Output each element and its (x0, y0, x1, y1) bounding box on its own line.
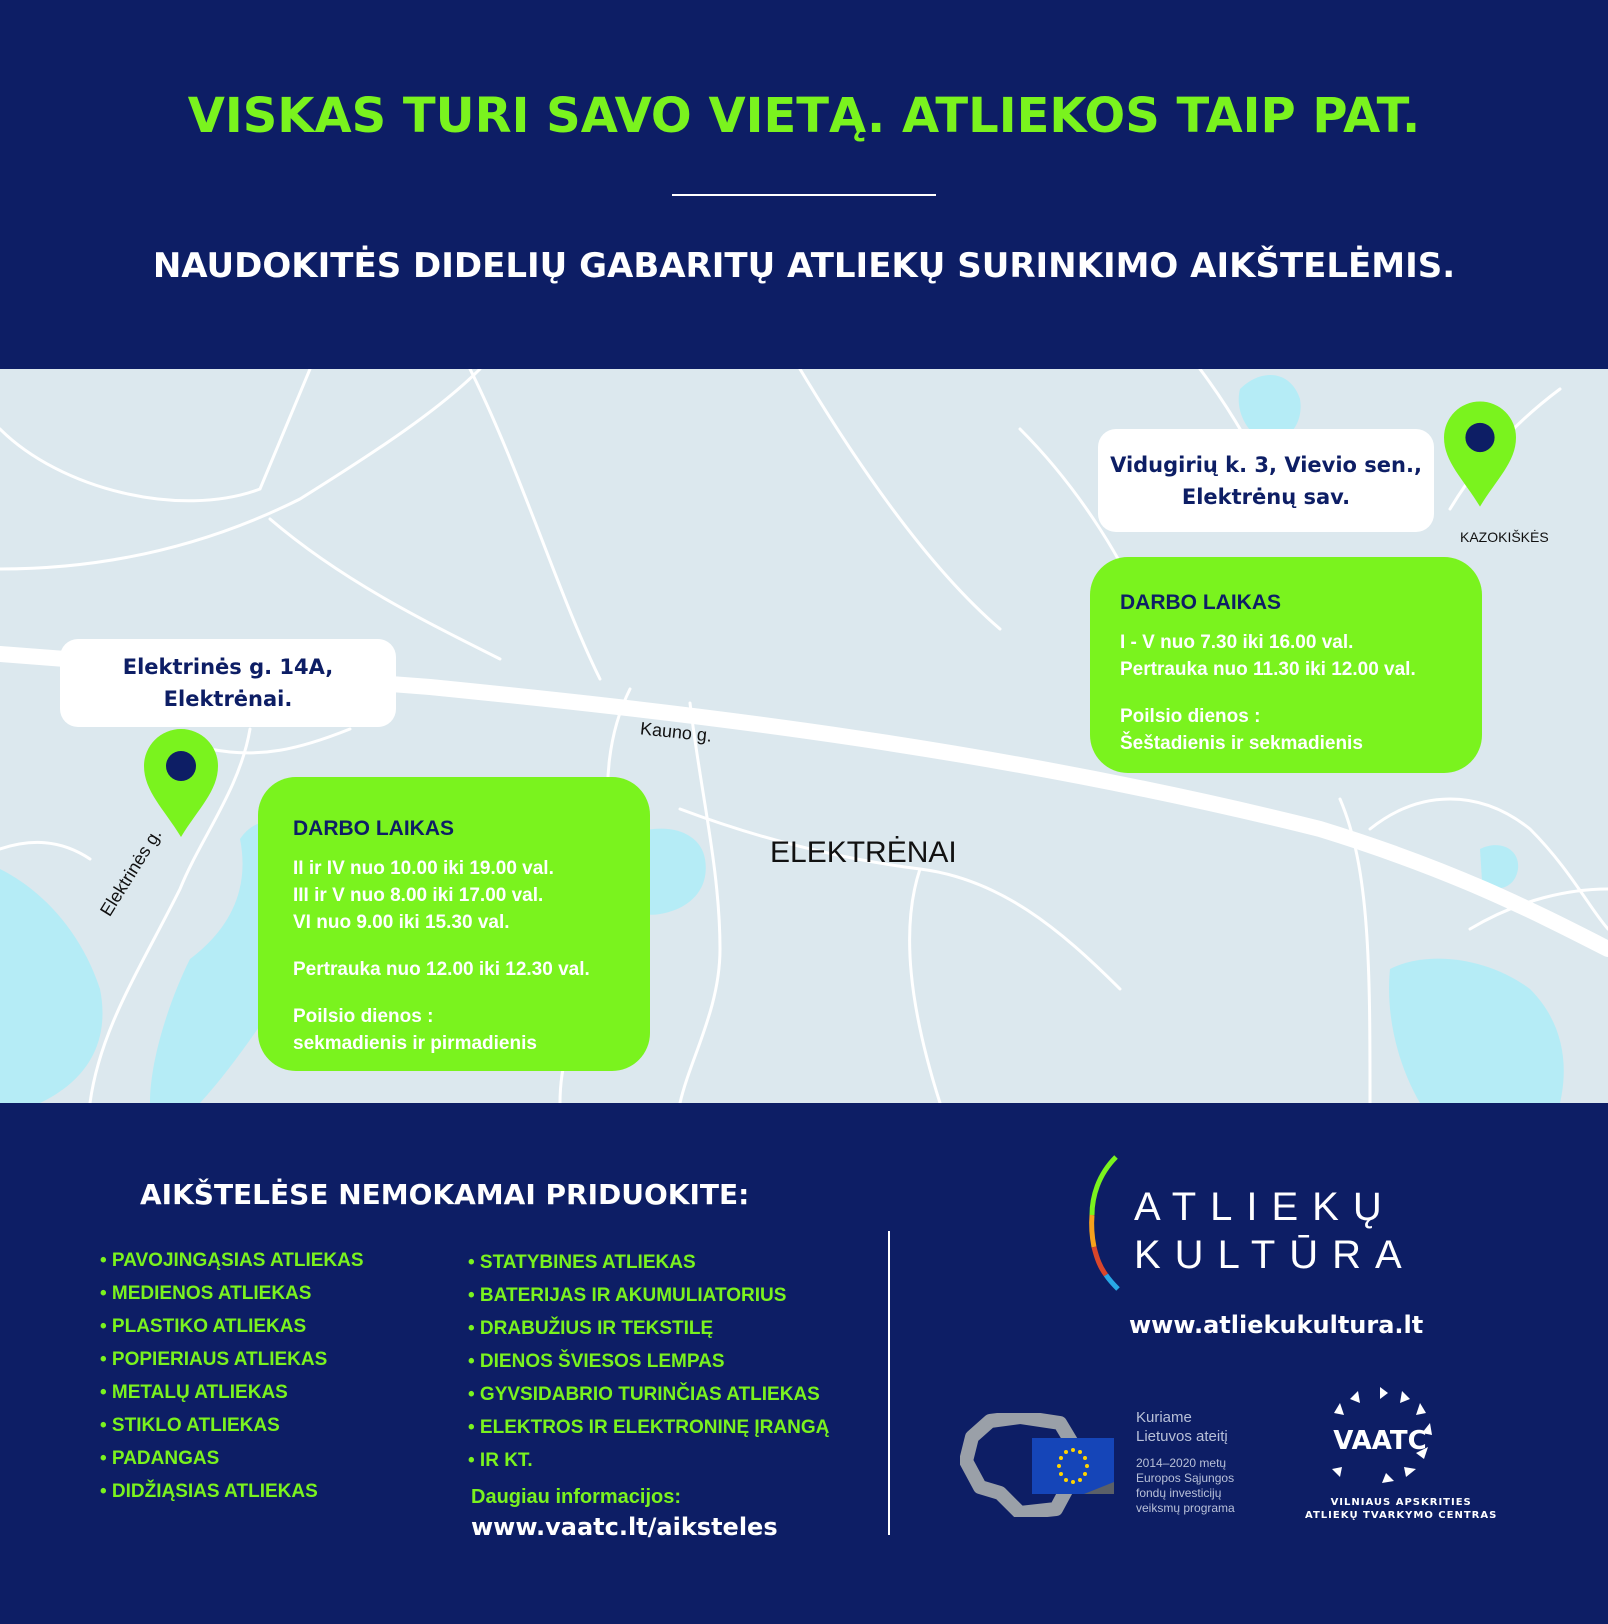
list-item: • PADANGAS (100, 1448, 220, 1469)
eu-funding-text (1136, 1408, 1235, 1516)
accepted-waste-list-2 (468, 1246, 829, 1477)
eu-line1: Kuriame (1136, 1409, 1192, 1426)
eu-small-line: fondų investicijų (1136, 1486, 1222, 1500)
brand-line2: KULTŪRA (1134, 1233, 1416, 1277)
town-label: ELEKTRĖNAI (770, 836, 957, 869)
list-item: • PAVOJINGĄSIAS ATLIEKAS (100, 1250, 364, 1271)
elektrines-street-label: Elektrinės g. (96, 825, 166, 920)
vaatc-full-line1: VILNIAUS APSKRITIES (1330, 1497, 1472, 1508)
eu-line2: Lietuvos ateitį (1136, 1428, 1228, 1445)
list-item: • ELEKTROS IR ELEKTRONINĘ ĮRANGĄ (468, 1417, 830, 1438)
site1-hours-box (258, 777, 650, 1071)
site1-rest-days: sekmadienis ir pirmadienis (293, 1033, 537, 1054)
site1-break: Pertrauka nuo 12.00 iki 12.30 val. (293, 959, 590, 980)
list-item: • PLASTIKO ATLIEKAS (100, 1316, 307, 1337)
list-item: • DRABUŽIUS IR TEKSTILĘ (468, 1318, 714, 1339)
site2-address-line1: Vidugirių k. 3, Vievio sen., (1110, 452, 1422, 477)
list-item: • IR KT. (468, 1450, 533, 1471)
header-banner (0, 0, 1608, 369)
eu-small-line: Europos Sąjungos (1136, 1471, 1235, 1485)
more-info-label: Daugiau informacijos: (471, 1486, 682, 1508)
list-item: • STIKLO ATLIEKAS (100, 1415, 280, 1436)
site2-hours-line: Pertrauka nuo 11.30 iki 12.00 val. (1120, 659, 1416, 680)
map-pin-icon (1444, 401, 1516, 509)
footer-title: AIKŠTELĖSE NEMOKAMAI PRIDUOKITE: (140, 1178, 750, 1211)
site2-address-line2: Elektrėnų sav. (1181, 484, 1351, 509)
vaatc-ring-icon (1310, 1383, 1450, 1493)
site2-address-box (1098, 429, 1434, 532)
site1-hours-line: VI nuo 9.00 iki 15.30 val. (293, 912, 510, 933)
site1-hours-line: II ir IV nuo 10.00 iki 19.00 val. (293, 858, 554, 879)
kauno-street-label: Kauno g. (639, 718, 713, 746)
site2-rest-days: Šeštadienis ir sekmadienis (1120, 733, 1363, 754)
eu-small-line: 2014–2020 metų (1136, 1456, 1227, 1470)
eu-flag-icon (1032, 1438, 1114, 1498)
list-item: • BATERIJAS IR AKUMULIATORIUS (468, 1285, 787, 1306)
map-area (0, 369, 1608, 1103)
vaatc-full-line2: ATLIEKŲ TVARKYMO CENTRAS (1305, 1510, 1498, 1521)
site2-rest-title: Poilsio dienos : (1120, 706, 1261, 727)
list-item: • STATYBINES ATLIEKAS (468, 1252, 696, 1273)
vaatc-logo-text: VAATC (1333, 1426, 1427, 1456)
list-item: • MEDIENOS ATLIEKAS (100, 1283, 312, 1304)
site1-address-line2: Elektrėnai. (163, 687, 293, 711)
list-item: • GYVSIDABRIO TURINČIAS ATLIEKAS (468, 1384, 820, 1405)
list-item: • DIENOS ŠVIESOS LEMPAS (468, 1351, 725, 1372)
site1-hours-line: III ir V nuo 8.00 iki 17.00 val. (293, 885, 544, 906)
more-info-link[interactable]: www.vaatc.lt/aiksteles (471, 1513, 778, 1541)
village-label: KAZOKIŠKĖS (1460, 529, 1549, 545)
eu-small-line: veiksmų programa (1136, 1501, 1235, 1515)
vaatc-full-name (1305, 1496, 1497, 1522)
site1-address-line1: Elektrinės g. 14A, (122, 655, 334, 679)
accepted-waste-list-1 (100, 1244, 364, 1508)
headline: VISKAS TURI SAVO VIETĄ. ATLIEKOS TAIP PAT. (187, 88, 1421, 144)
more-info (471, 1486, 778, 1541)
subheadline: NAUDOKITĖS DIDELIŲ GABARITŲ ATLIEKŲ SURINKIMO AIKŠTELĖMIS. (152, 246, 1456, 286)
brand-url[interactable]: www.atliekukultura.lt (1129, 1311, 1424, 1339)
brand-line1: ATLIEKŲ (1134, 1185, 1396, 1229)
list-item: • POPIERIAUS ATLIEKAS (100, 1349, 328, 1370)
atlieku-kultura-arc-icon (1086, 1155, 1122, 1291)
footer-divider (888, 1231, 890, 1535)
site2-hours-title: DARBO LAIKAS (1120, 591, 1281, 614)
site2-hours-line: I - V nuo 7.30 iki 16.00 val. (1120, 632, 1354, 653)
map-pin-icon (144, 729, 218, 839)
header-divider (672, 194, 936, 196)
list-item: • METALŲ ATLIEKAS (100, 1382, 288, 1403)
site1-rest-title: Poilsio dienos : (293, 1006, 434, 1027)
list-item: • DIDŽIĄSIAS ATLIEKAS (100, 1481, 318, 1502)
site1-address-box (60, 639, 396, 727)
footer (0, 1103, 1608, 1624)
site1-hours-title: DARBO LAIKAS (293, 817, 454, 840)
atlieku-kultura-logo (1134, 1183, 1416, 1279)
site2-hours-box (1090, 557, 1482, 773)
